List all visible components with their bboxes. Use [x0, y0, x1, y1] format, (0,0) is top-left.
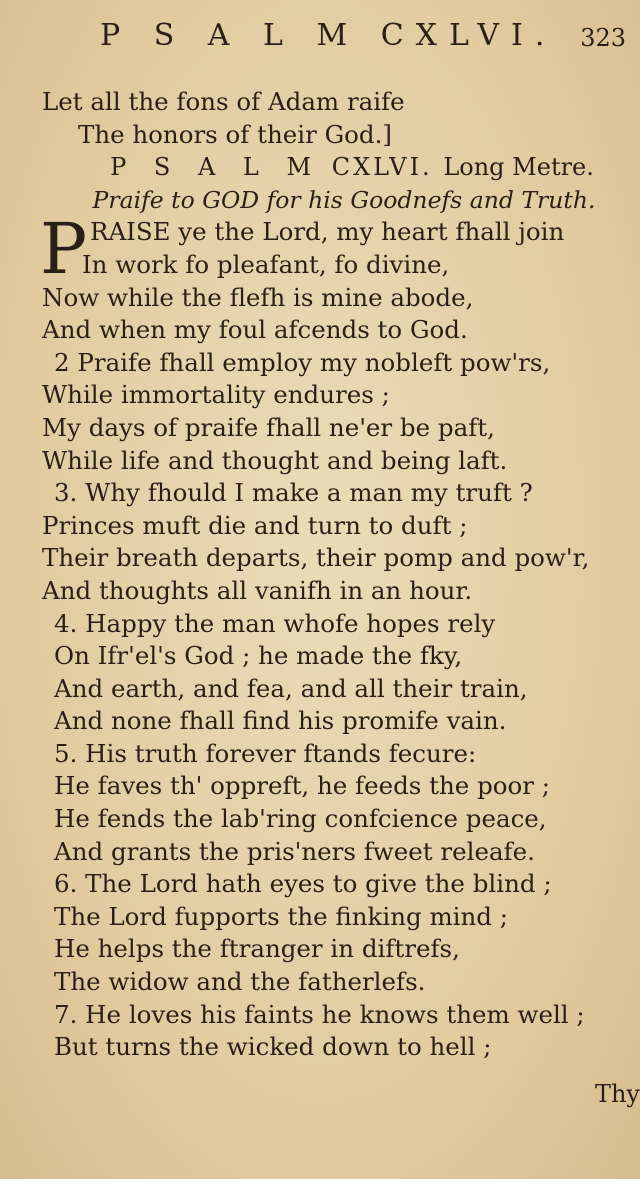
- verse-line: And none fhall find his promife vain.: [54, 706, 507, 736]
- drop-capital: P: [40, 208, 88, 291]
- verse-line: And grants the pris'ners fweet releafe.: [54, 836, 535, 866]
- verse-line: And thoughts all vanifh in an hour.: [42, 575, 473, 605]
- verse-line: Let all the fons of Adam raife: [42, 87, 405, 116]
- psalm-subheading: Praife to GOD for his Goodnefs and Truth.: [92, 185, 596, 214]
- psalm-heading: [42, 151, 632, 184]
- verse-line: 2 Praife fhall employ my nobleft pow'rs,: [54, 347, 551, 377]
- verse-line: And when my foul afcends to God.: [42, 315, 468, 345]
- running-head-title: P S A L M CXLVI.: [100, 18, 557, 53]
- catchword: Thy: [594, 1080, 640, 1108]
- verse-line: He fends the lab'ring confcience peace,: [54, 804, 547, 834]
- verse-line: Their breath departs, their pomp and pow'r,: [42, 543, 590, 573]
- verse-line: But turns the wicked down to hell ;: [54, 1032, 492, 1062]
- verse-line: The honors of their God.]: [78, 119, 392, 149]
- verse-line: 3. Why fhould I make a man my truft ?: [54, 478, 533, 508]
- verse-line: On Ifr'el's God ; he made the fky,: [54, 641, 463, 671]
- heading-metre: Long Metre.: [443, 153, 594, 182]
- heading-psalm-number: CXLVI.: [331, 153, 433, 182]
- verse-line-text: RAISE ye the Lord, my heart fhall join: [90, 217, 565, 247]
- verse-line: My days of praife fhall ne'er be paft,: [42, 412, 495, 442]
- heading-psalm-word: P S A L M: [110, 153, 322, 182]
- verse-line: The Lord fupports the finking mind ;: [54, 901, 509, 931]
- verse-line: 5. His truth forever ftands fecure:: [54, 738, 477, 768]
- verse-line: 6. The Lord hath eyes to give the blind ;: [54, 869, 552, 899]
- verse-line: Now while the flefh is mine abode,: [42, 282, 474, 312]
- verse-line: 7. He loves his faints he knows them well ;: [54, 999, 585, 1029]
- verse-line: And earth, and fea, and all their train,: [54, 673, 528, 703]
- running-head: [0, 18, 640, 58]
- verse-line: 4. Happy the man whofe hopes rely: [54, 608, 496, 638]
- verse-line: While immortality endures ;: [42, 380, 390, 410]
- verse-line: He helps the ftranger in diftrefs,: [54, 934, 460, 964]
- page-number: 323: [580, 24, 626, 52]
- verse-line: The widow and the fatherlefs.: [54, 967, 426, 997]
- verse-line: While life and thought and being laft.: [42, 445, 508, 475]
- verse-line: In work fo pleafant, fo divine,: [82, 249, 450, 279]
- hymn-text: [42, 86, 632, 1064]
- verse-line: Princes muft die and turn to duft ;: [42, 510, 468, 540]
- verse-line: He faves th' oppreft, he feeds the poor ;: [54, 771, 551, 801]
